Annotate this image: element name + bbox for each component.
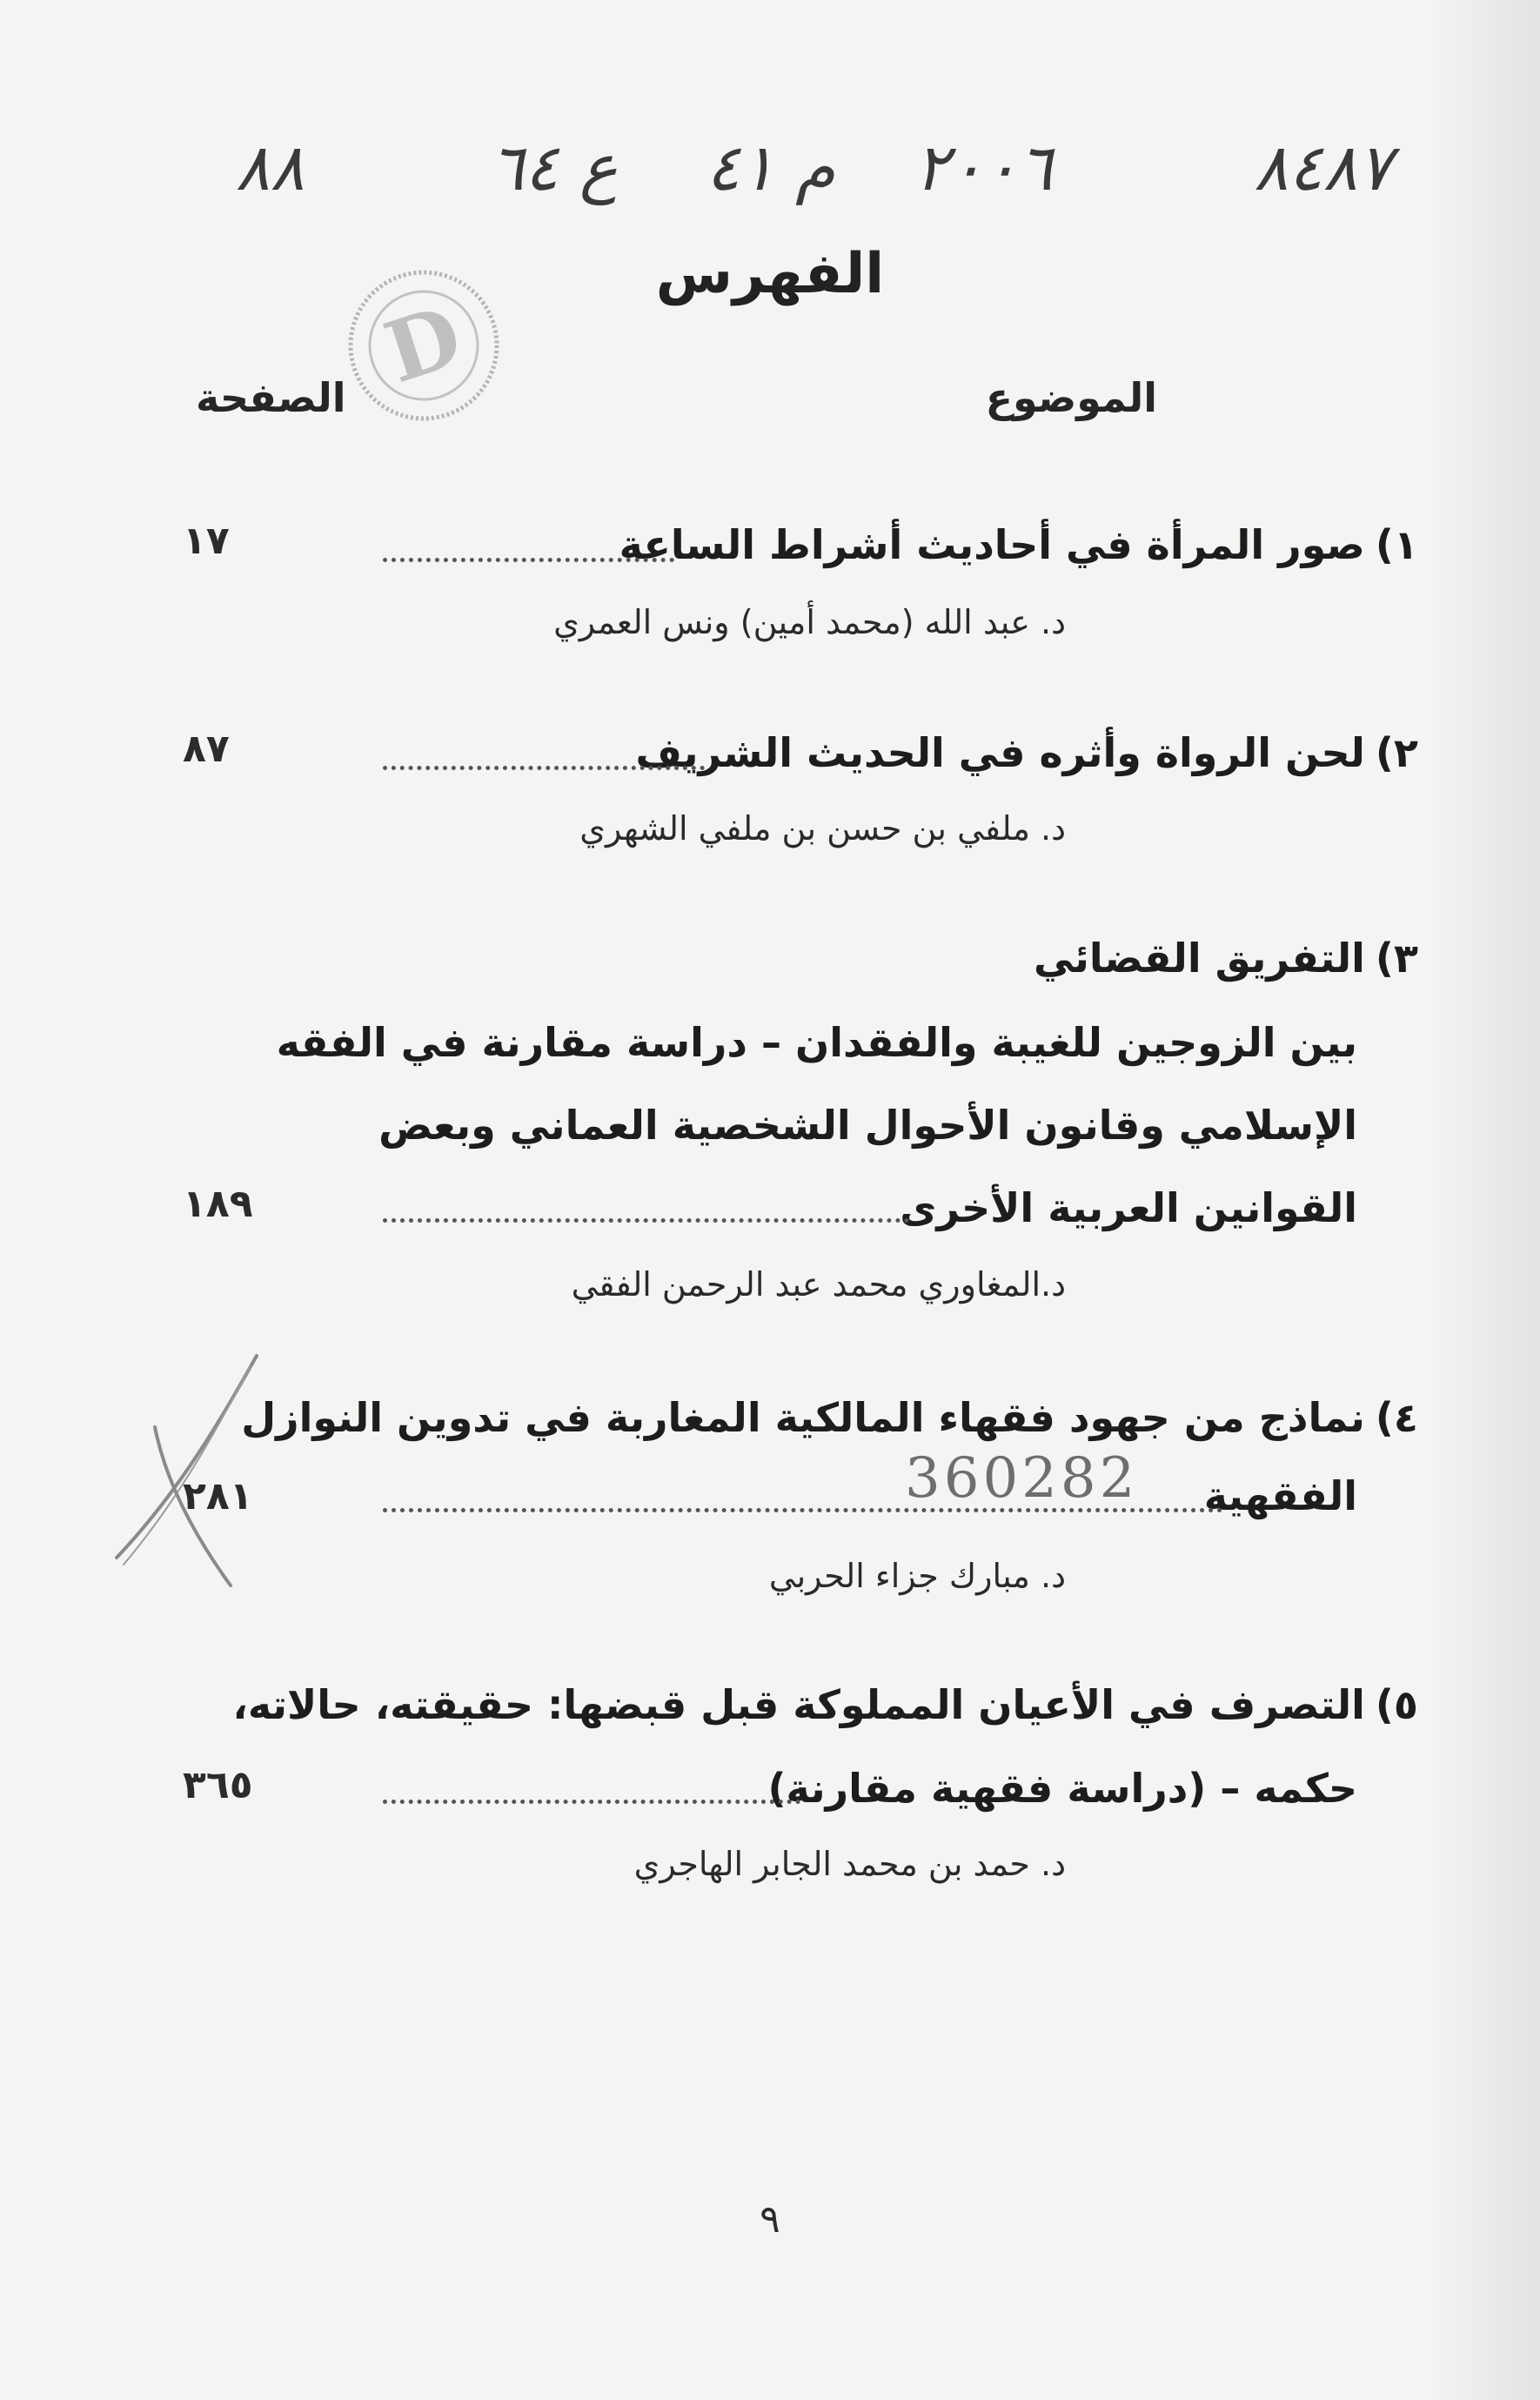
- entry-title-line: القوانين العربية الأخرى: [900, 1184, 1357, 1231]
- toc-entry-title-continued: [378, 1088, 1357, 1163]
- entry-title-line: الفقهية: [1203, 1472, 1357, 1519]
- entry-title-line: التصرف في الأعيان المملوكة قبل قبضها: حقيقته، حالاته،: [232, 1681, 1365, 1728]
- page-number: ٩: [760, 2197, 780, 2242]
- entry-title-line: بين الزوجين للغيبة والفقدان – دراسة مقارنة في الفقه: [276, 1019, 1357, 1066]
- entry-number: ٢): [1375, 729, 1418, 776]
- entry-title: صور المرأة في أحاديث أشراط الساعة: [619, 521, 1365, 568]
- entry-title-line: نماذج من جهود فقهاء المالكية المغاربة في تدوين النوازل: [241, 1394, 1365, 1441]
- pencil-cross-mark: [104, 1349, 278, 1592]
- entry-number: ١): [1375, 521, 1418, 568]
- column-header-subject: الموضوع: [985, 374, 1157, 421]
- svg-text:D: D: [373, 285, 473, 403]
- entry-title-line: حكمه – (دراسة فقهية مقارنة): [767, 1765, 1357, 1812]
- entry-page-number: ٢٨١: [183, 1474, 253, 1518]
- entry-page-number: ٨٧: [183, 727, 230, 771]
- column-header-page: الصفحة: [196, 374, 346, 421]
- page-title: الفهرس: [655, 242, 885, 306]
- entry-number: ٣): [1375, 935, 1418, 982]
- entry-page-number: ١٨٩: [183, 1182, 253, 1226]
- entry-page-number: ١٧: [183, 519, 230, 563]
- entry-title-line: التفريق القضائي: [1034, 935, 1365, 982]
- toc-entry-title: [1034, 921, 1418, 996]
- toc-entry-title-continued: [1204, 1458, 1357, 1533]
- entry-title: لحن الرواة وأثره في الحديث الشريف: [635, 729, 1365, 776]
- dot-leader: [383, 558, 674, 562]
- dot-leader: [383, 1218, 909, 1223]
- handwritten-note: ٢٠٠٦: [914, 131, 1053, 205]
- entry-author: د. مبارك جزاء الحربي: [768, 1557, 1066, 1595]
- entry-page-number: ٣٦٥: [183, 1763, 253, 1807]
- entry-number: ٤): [1375, 1394, 1418, 1441]
- pencil-annotation: 360282: [905, 1446, 1139, 1511]
- entry-number: ٥): [1375, 1681, 1418, 1728]
- toc-entry-title: [232, 1667, 1418, 1742]
- page-edge-shadow: [1427, 0, 1540, 2400]
- entry-author: د. حمد بن محمد الجابر الهاجري: [633, 1845, 1066, 1883]
- toc-entry-title-continued: [900, 1170, 1357, 1245]
- entry-title-line: الإسلامي وقانون الأحوال الشخصية العماني وبعض: [378, 1102, 1357, 1149]
- dot-leader: [383, 1800, 800, 1804]
- toc-entry-title: [636, 715, 1419, 790]
- entry-author: د.المغاوري محمد عبد الرحمن الفقي: [571, 1265, 1066, 1304]
- toc-entry-title: [241, 1380, 1418, 1455]
- handwritten-note: ٨٤٨٧: [1254, 131, 1392, 205]
- entry-author: د. ملفي بن حسن بن ملفي الشهري: [579, 809, 1066, 848]
- dot-leader: [383, 766, 705, 770]
- handwritten-note: م ٤١: [706, 131, 835, 205]
- handwritten-note: ع ٦٤: [489, 131, 618, 205]
- entry-author: د. عبد الله (محمد أمين) ونس العمري: [553, 603, 1066, 641]
- handwritten-note: ٨٨: [235, 131, 305, 205]
- toc-entry-title: [619, 507, 1418, 582]
- toc-entry-title-continued: [277, 1005, 1357, 1080]
- toc-entry-title-continued: [767, 1751, 1357, 1826]
